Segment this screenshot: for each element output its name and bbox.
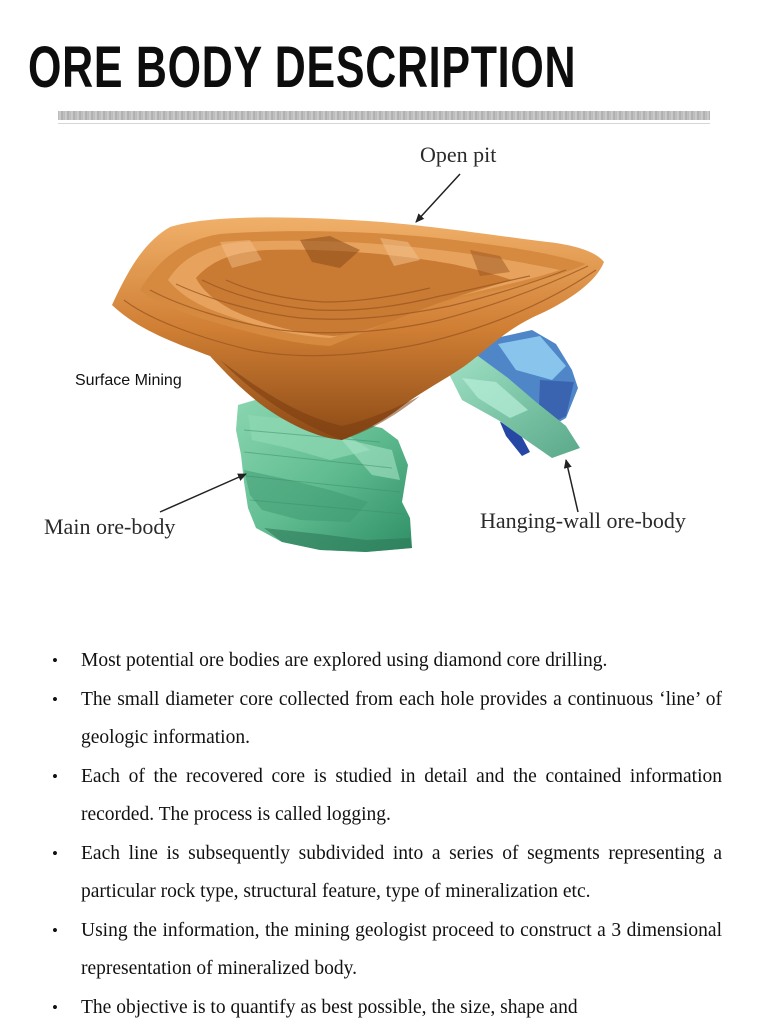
main-ore-body-label: Main ore-body <box>44 514 175 540</box>
open-pit-label: Open pit <box>420 142 496 168</box>
page-title: ORE BODY DESCRIPTION <box>28 30 546 106</box>
bullet-item: • Most potential ore bodies are explored using diamond core drilling. <box>50 642 722 681</box>
bullet-item: • Each line is subsequently subdivided into a series of segments representing a particular rock type, structural feature, type of mineralization etc. <box>50 835 722 912</box>
bullet-item: • Each of the recovered core is studied in detail and the contained information recorded. The process is called logging. <box>50 758 722 835</box>
surface-mining-label: Surface Mining <box>75 372 182 390</box>
bullet-item: • Using the information, the mining geologist proceed to construct a 3 dimensional representation of mineralized body. <box>50 912 722 989</box>
main-ore-body-arrow <box>160 474 246 512</box>
ore-body-figure <box>0 130 768 570</box>
title-divider <box>58 111 710 120</box>
open-pit-arrow <box>416 174 460 222</box>
hanging-wall-ore-body-label: Hanging-wall ore-body <box>480 508 686 534</box>
title-divider-thin <box>58 123 710 124</box>
ore-body-illustration <box>0 130 768 570</box>
hanging-wall-arrow <box>566 460 578 512</box>
bullet-item: • The small diameter core collected from each hole provides a continuous ‘line’ of geologic information. <box>50 681 722 758</box>
bullet-list <box>50 642 722 1027</box>
bullet-item: • The objective is to quantify as best possible, the size, shape and <box>50 989 722 1027</box>
